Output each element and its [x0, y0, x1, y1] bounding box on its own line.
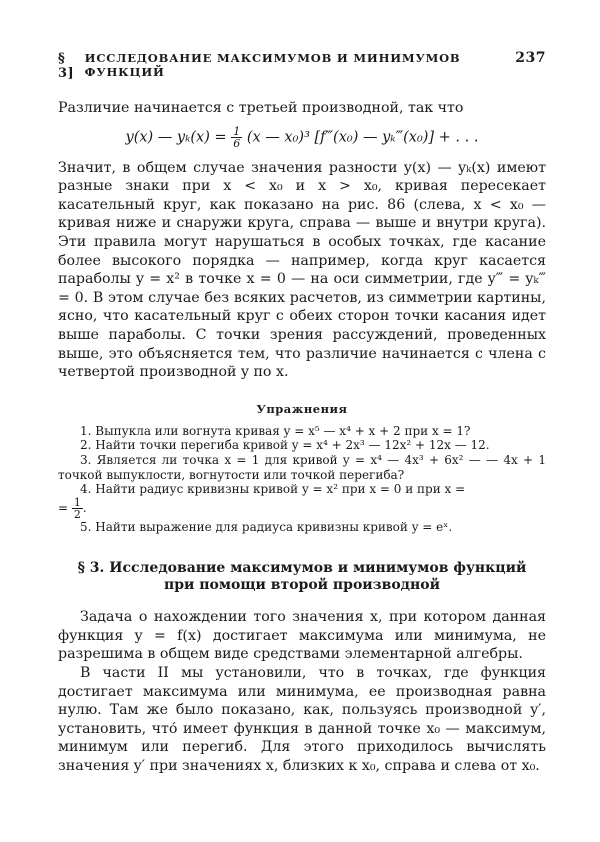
- exercise-item: 4. Найти радиус кривизны кривой y = x² при x = 0 и при x =: [80, 482, 466, 497]
- formula-right: (x — x₀)³ [f‴(x₀) — yₖ‴(x₀)] + . . .: [242, 129, 479, 146]
- item4-suffix: .: [82, 500, 87, 515]
- page-number: 237: [515, 50, 546, 66]
- paragraph-1: Значит, в общем случае значения разности y(x) — yₖ(x) имеют разные знаки при x < x₀ и x > x₀, кривая пересекает касательный круг, как показано на рис. 86 (слева, x < x₀ — кривая ниже и снаружи круга, справа — выше и внутри круга). Эти правила могут нарушаться в особых точках, где касание более высокого порядка — например, когда круг касается параболы y = x² в точке x = 0 — на оси симметрии, где y‴ = yₖ‴ = 0. В этом случае без всяких расчетов, из симметрии картины, ясно, что касательный круг с обеих сторон точки касания идет выше параболы. С точки зрения рассуждений, проведенных выше, это объясняется тем, что различие начинается с члена с четвертой производной y по x.: [58, 159, 546, 381]
- formula-frac-top: 1: [233, 124, 241, 138]
- formula-frac-bottom: 6: [233, 136, 241, 150]
- exercise-item: 1. Выпукла или вогнута кривая y = x⁵ — x⁴ + x + 2 при x = 1?: [80, 423, 471, 438]
- exercise-item: 5. Найти выражение для радиуса кривизны кривой y = eˣ.: [80, 519, 453, 534]
- item4-fraction: [72, 497, 83, 520]
- exercises-title: Упражнения: [256, 401, 348, 416]
- section-title-line1: § 3. Исследование максимумов и минимумов функций: [77, 560, 527, 577]
- section-title-line2: при помощи второй производной: [164, 577, 440, 594]
- exercises-list: [58, 424, 546, 535]
- paragraph-3: В части II мы установили, что в точках, где функция достигает максимума или минимума, ее производная равна нулю. Там же было показано, как, пользуясь производной y′, установить, что́ имеет функция в данной точке x₀ — максимум, минимум или перегиб. Для этого приходилось вычислять значения y′ при значениях x, близких к x₀, справа и слева от x₀.: [58, 665, 546, 775]
- exercise-item: 3. Является ли точка x = 1 для кривой y = x⁴ — 4x³ + 6x² — — 4x + 1 точкой выпуклости, вогнутости или точкой перегиба?: [58, 452, 546, 482]
- item4-prefix: =: [58, 500, 72, 515]
- intro-line: Различие начинается с третьей производной, так что: [58, 100, 464, 116]
- exercise-item-4-continuation: [58, 497, 546, 520]
- header-title: ИССЛЕДОВАНИЕ МАКСИМУМОВ И МИНИМУМОВ ФУНКЦИЙ: [84, 51, 461, 79]
- paragraph-2: Задача о нахождении того значения x, при котором данная функция y = f(x) достигает максимума или минимума, не разрешима в общем виде средствами элементарной алгебры.: [58, 609, 546, 663]
- item4-frac-top: 1: [73, 495, 81, 509]
- exercise-item: 2. Найти точки перегиба кривой y = x⁴ + 2x³ — 12x² + 12x — 12.: [80, 438, 490, 453]
- header-section: § 3]: [58, 51, 75, 81]
- formula-left: y(x) — yₖ(x) =: [125, 129, 232, 146]
- item4-frac-bottom: 2: [73, 507, 81, 521]
- section-title: [58, 560, 546, 594]
- formula: [58, 126, 546, 149]
- formula-fraction: [231, 126, 242, 149]
- book-page: [58, 50, 546, 776]
- running-header: [58, 50, 546, 81]
